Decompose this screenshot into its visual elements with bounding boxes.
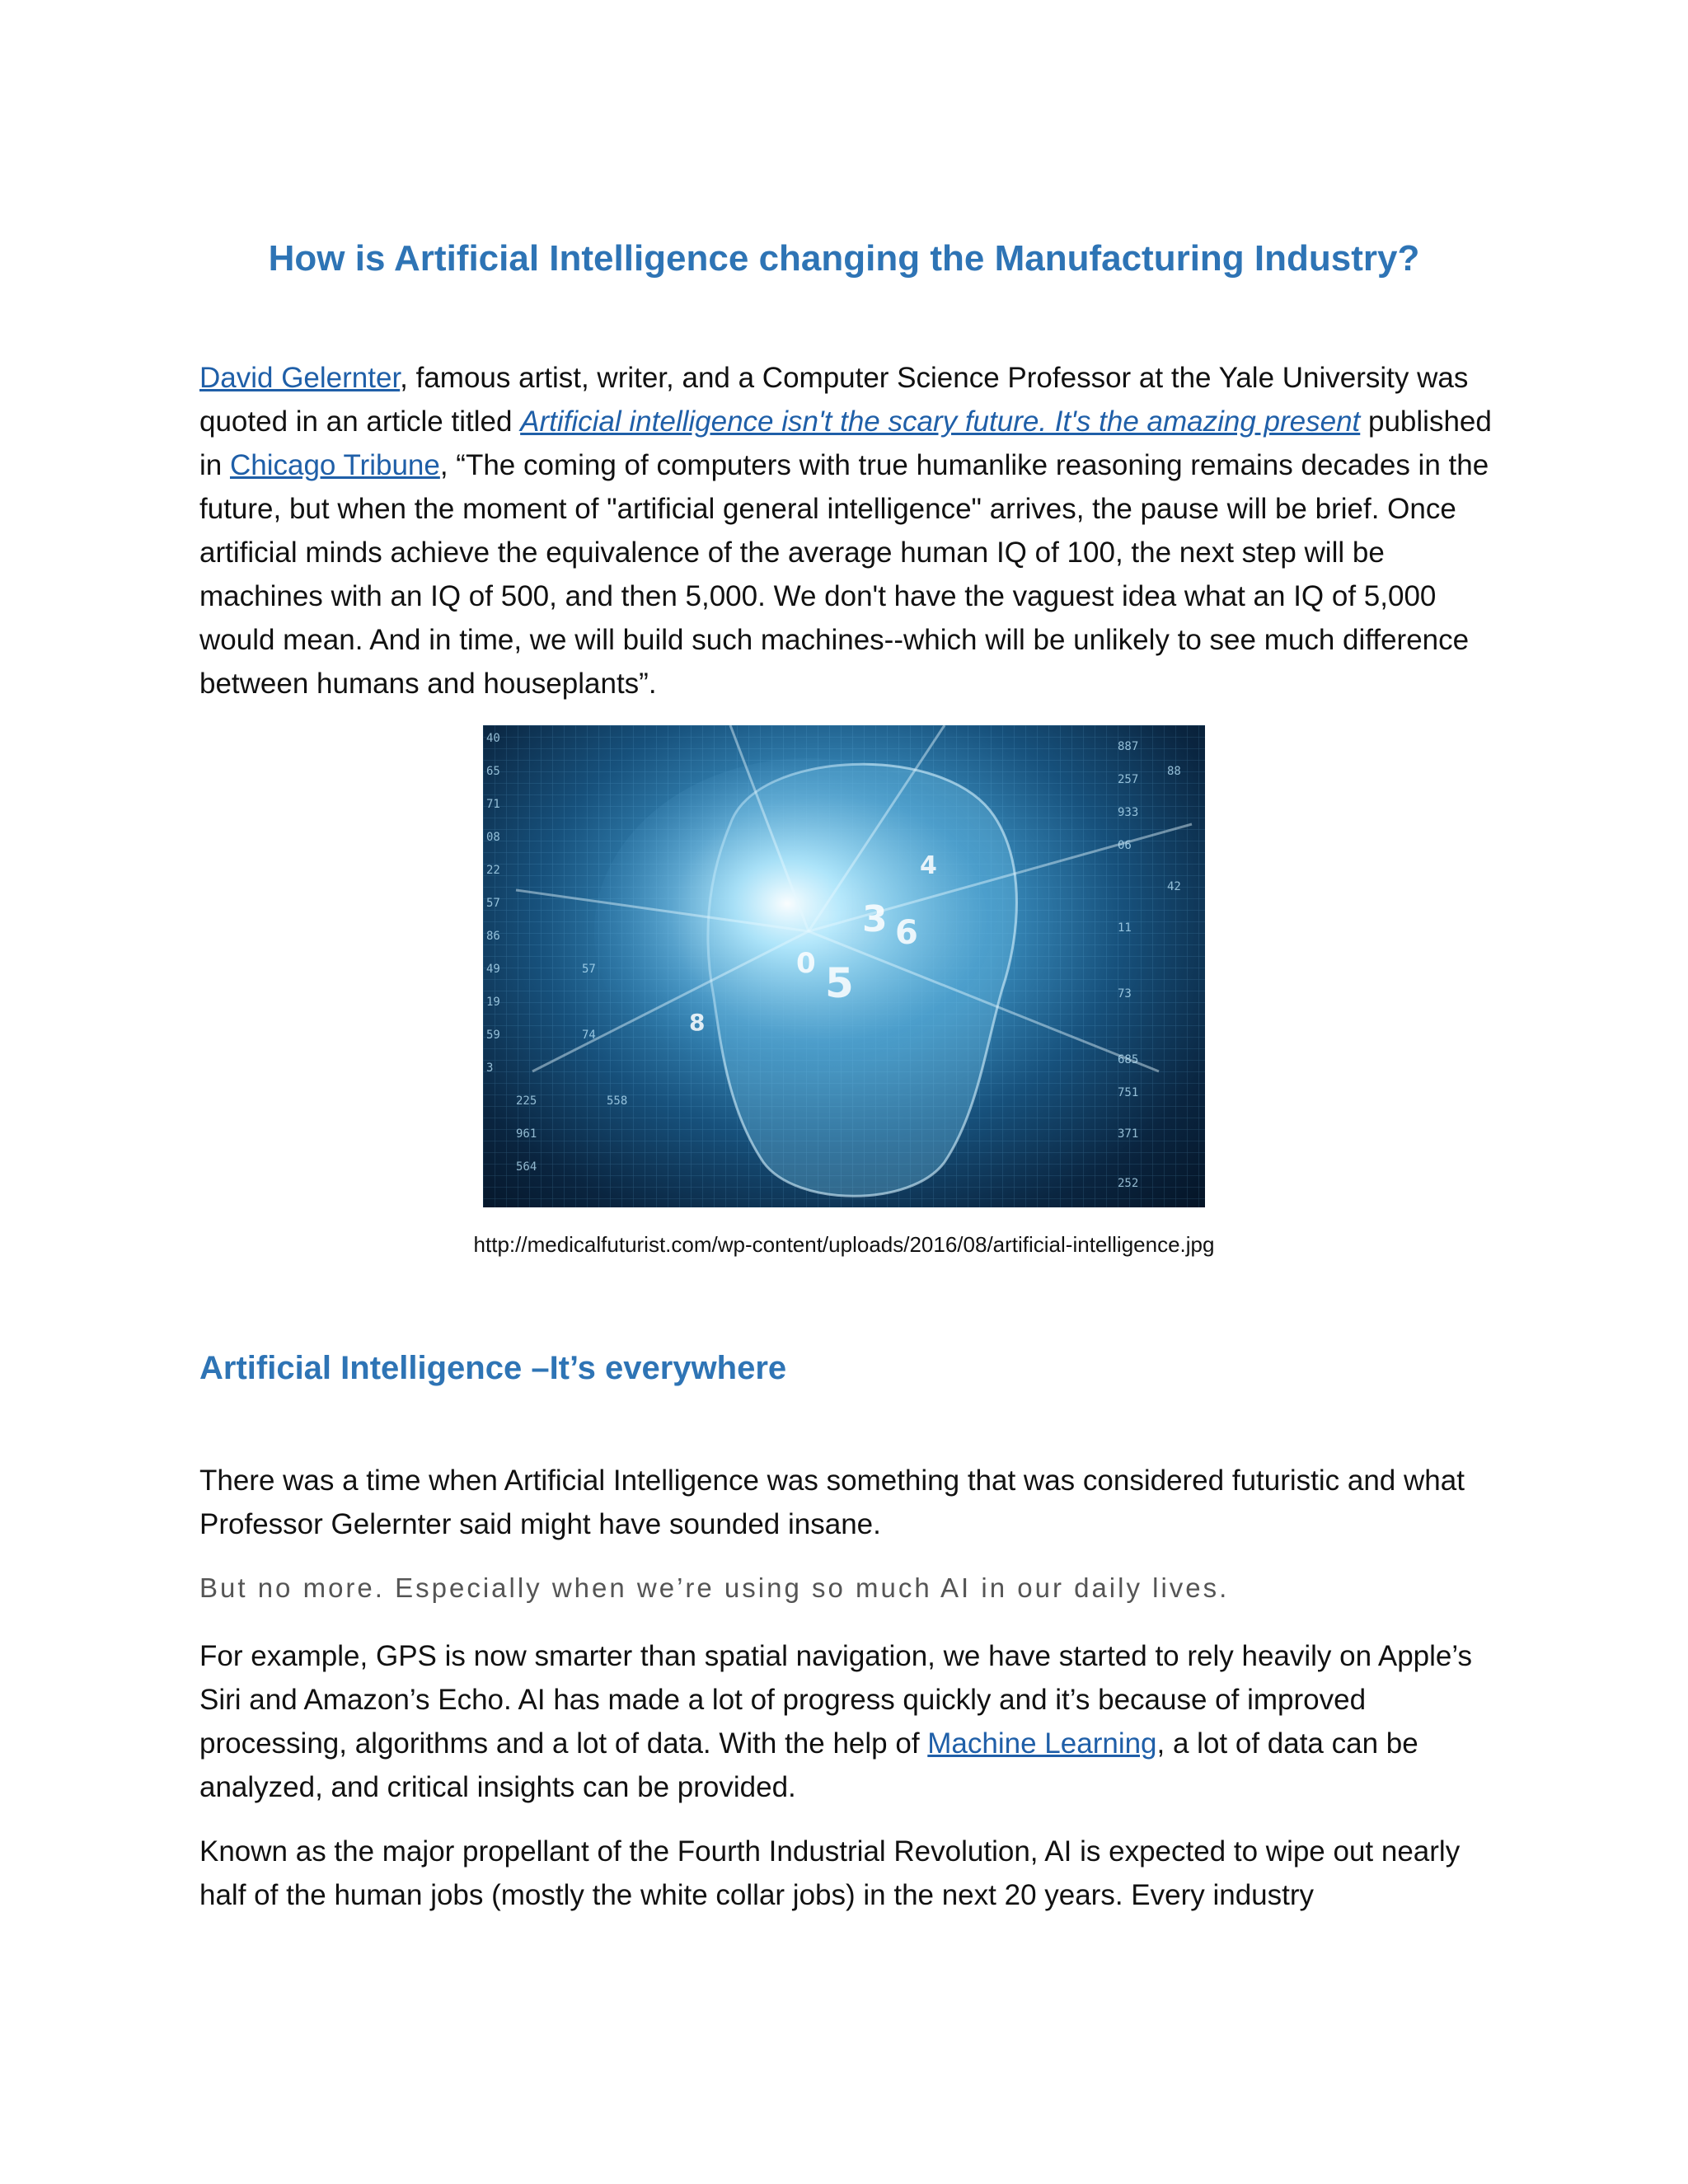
ai-head-illustration [483,725,1205,1207]
svg-text:887: 887 [1118,740,1139,753]
svg-text:19: 19 [486,996,500,1009]
svg-text:08: 08 [486,831,500,844]
svg-text:3: 3 [486,1062,494,1075]
svg-text:0: 0 [796,947,816,980]
image-caption: http://medicalfuturist.com/wp-content/uploads/2016/08/artificial-intelligence.jpg [473,1232,1215,1257]
svg-text:933: 933 [1118,806,1139,819]
svg-text:42: 42 [1167,880,1181,893]
svg-text:57: 57 [582,963,596,976]
svg-text:564: 564 [516,1160,537,1174]
section-heading: Artificial Intelligence –It’s everywhere [199,1350,787,1386]
svg-text:3: 3 [862,898,888,940]
svg-text:257: 257 [1118,773,1139,786]
section-paragraph-2: But no more. Especially when we’re using so much AI in our daily lives. [199,1572,1230,1603]
svg-text:74: 74 [582,1029,596,1042]
author-link[interactable]: David Gelernter [199,362,401,394]
source-link[interactable]: Chicago Tribune [229,449,440,481]
svg-text:5: 5 [825,959,854,1007]
machine-learning-link[interactable]: Machine Learning [927,1727,1157,1760]
svg-text:71: 71 [486,798,500,811]
svg-text:751: 751 [1118,1086,1139,1099]
svg-text:961: 961 [516,1127,537,1141]
intro-text-3: , “The coming of computers with true humanlike reasoning remains decades in the future, but when the moment of "artificial general intelligence" arrives, the pause will be brief. Once artificial minds achieve the equivalence of the average human IQ of 100, the next step will be machines with an IQ of 500, and then 5,000. We don't have the vaguest idea what an IQ of 5,000 would mean. And in time, we will build such machines--which will be unlikely to see much difference between humans and houseplants”. [199,449,1489,700]
page-title: How is Artificial Intelligence changing the Manufacturing Industry? [268,238,1420,279]
svg-text:371: 371 [1118,1127,1139,1141]
svg-text:6: 6 [895,914,918,952]
ai-head-image [483,725,1205,1207]
intro-text-1: , famous artist, writer, and a Computer Science Professor at the Yale University was quoted in an article titled [199,362,1469,438]
intro-paragraph [199,356,1502,705]
svg-text:40: 40 [486,732,500,745]
svg-text:558: 558 [607,1094,628,1108]
svg-text:86: 86 [486,930,500,943]
svg-text:73: 73 [1118,987,1132,1001]
svg-text:06: 06 [1118,839,1132,852]
svg-text:49: 49 [486,963,500,976]
section-paragraph-4: Known as the major propellant of the Fourth Industrial Revolution, AI is expected to wipe out nearly half of the human jobs (mostly the white collar jobs) in the next 20 years. Every industry [199,1835,1461,1911]
intro-text-2: published in [199,405,1492,481]
p3-text-a: For example, GPS is now smarter than spatial navigation, we have started to rely heavily on Apple’s Siri and Amazon’s Echo. AI has made a lot of progress quickly and it’s because of improved processing, algorithms and a lot of data. With the help of [199,1640,1473,1760]
svg-text:65: 65 [486,765,500,778]
svg-text:11: 11 [1118,921,1132,935]
svg-text:22: 22 [486,864,500,877]
svg-text:685: 685 [1118,1053,1139,1066]
svg-text:88: 88 [1167,765,1181,778]
svg-text:59: 59 [486,1029,500,1042]
article-link[interactable]: Artificial intelligence isn't the scary future. It's the amazing present [520,405,1361,438]
svg-text:8: 8 [689,1009,706,1036]
svg-text:4: 4 [920,851,937,880]
section-paragraph-1: There was a time when Artificial Intelligence was something that was considered futuristic and what Professor Gelernter said might have sounded insane. [199,1465,1465,1540]
svg-text:57: 57 [486,897,500,910]
section-paragraph-3 [199,1634,1502,1809]
p3-text-b: , a lot of data can be analyzed, and critical insights can be provided. [199,1727,1418,1803]
svg-text:225: 225 [516,1094,537,1108]
svg-text:252: 252 [1118,1177,1139,1190]
